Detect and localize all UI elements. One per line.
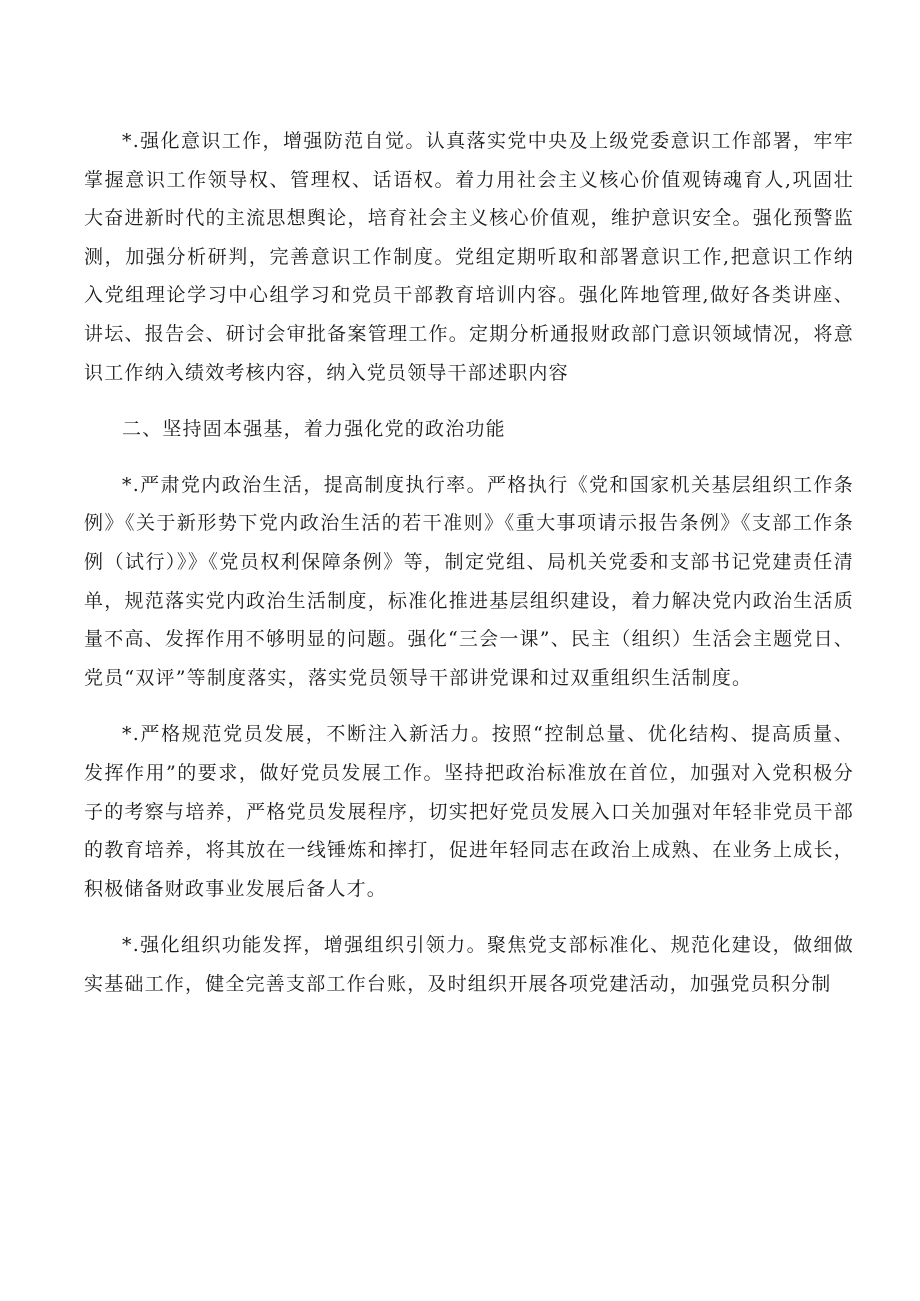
paragraph-ideology-work: *.强化意识工作，增强防范自觉。认真落实党中央及上级党委意识工作部署，牢牢掌握意识工作领导权、管理权、话语权。着力用社会主义核心价值观铸魂育人,巩固壮大奋进新时代的主流思想舆论，培育社会主义核心价值观，维护意识安全。强化预警监测，加强分析研判，完善意识工作制度。党组定期听取和部署意识工作,把意识工作纳入党组理论学习中心组学习和党员干部教育培训内容。强化阵地管理,做好各类讲座、讲坛、报告会、研讨会审批备案管理工作。定期分析通报财政部门意识领域情况，将意识工作纳入绩效考核内容，纳入党员领导干部述职内容 (84, 130, 854, 384)
paragraph-member-development: *.严格规范党员发展，不断注入新活力。按照“控制总量、优化结构、提高质量、发挥作用”的要求，做好党员发展工作。坚持把政治标准放在首位，加强对入党积极分子的考察与培养，严格党员发展程序，切实把好党员发展入口关加强对年轻非党员干部的教育培养，将其放在一线锤炼和摔打，促进年轻同志在政治上成熟、在业务上成长，积极储备财政事业发展后备人才。 (84, 723, 854, 900)
paragraph-organization-function: *.强化组织功能发挥，增强组织引领力。聚焦党支部标准化、规范化建设，做细做实基础工作，健全完善支部工作台账，及时组织开展各项党建活动，加强党员积分制 (84, 934, 854, 995)
paragraph-political-life: *.严肃党内政治生活，提高制度执行率。严格执行《党和国家机关基层组织工作条例》《关于新形势下党内政治生活的若干准则》《重大事项请示报告条例》《支部工作条例（试行）》》《党员权利保障条例》等，制定党组、局机关党委和支部书记党建责任清单，规范落实党内政治生活制度，标准化推进基层组织建设，着力解决党内政治生活质量不高、发挥作用不够明显的问题。强化“三会一课”、民主（组织）生活会主题党日、党员“双评”等制度落实，落实党员领导干部讲党课和过双重组织生活制度。 (84, 473, 854, 689)
section-heading: 二、坚持固本强基，着力强化党的政治功能 (122, 418, 506, 441)
document-body (84, 122, 854, 1021)
